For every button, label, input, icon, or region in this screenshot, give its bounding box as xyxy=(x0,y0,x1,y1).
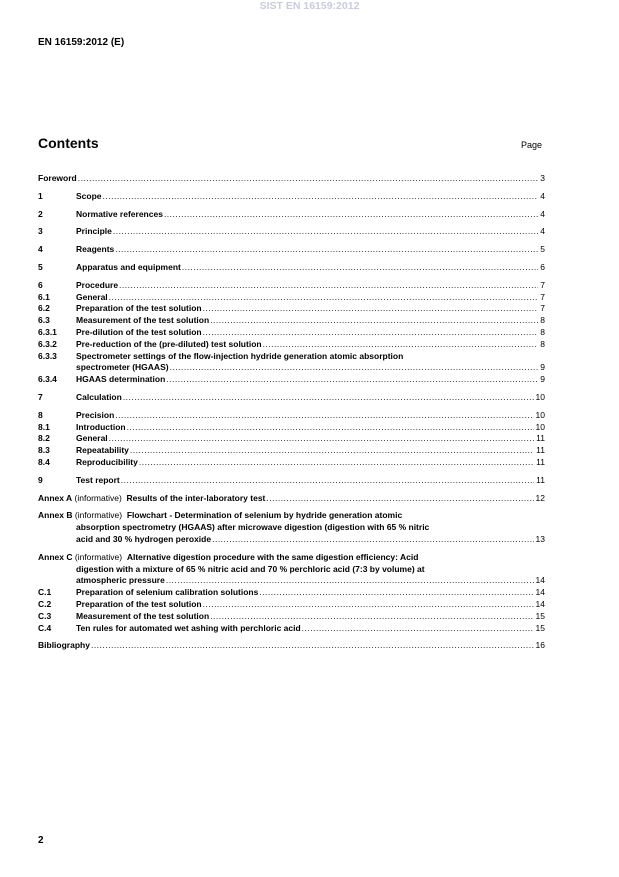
toc-entry-4[interactable] xyxy=(38,244,545,256)
toc-entry-6-3-3[interactable] xyxy=(38,351,545,375)
standard-code: EN 16159:2012 (E) xyxy=(38,37,125,48)
toc-title: Pre-reduction of the (pre-diluted) test solution xyxy=(76,338,262,349)
toc-page: 8 xyxy=(540,315,545,326)
toc-title: Test report xyxy=(76,474,120,485)
table-of-contents xyxy=(38,173,545,652)
leader-dots xyxy=(109,292,539,304)
toc-title: Normative references xyxy=(76,208,163,219)
toc-title: Measurement of the test solution xyxy=(76,315,210,326)
leader-dots xyxy=(119,280,538,292)
toc-title-line: spectrometer (HGAAS) xyxy=(76,362,169,373)
toc-entry-c-4[interactable] xyxy=(38,623,545,635)
toc-title-line: acid and 30 % hydrogen peroxide xyxy=(76,533,212,544)
toc-title: Preparation of the test solution xyxy=(76,303,202,314)
toc-number: 6.3.3 xyxy=(38,350,57,361)
annex-informative: (informative) xyxy=(74,551,123,562)
toc-title: Bibliography xyxy=(38,640,90,651)
leader-dots xyxy=(103,191,539,203)
toc-entry-6-3-4[interactable] xyxy=(38,374,545,386)
toc-entry-7[interactable] xyxy=(38,392,545,404)
toc-entry-8-4[interactable] xyxy=(38,457,545,469)
annex-informative: (informative) xyxy=(74,510,123,521)
toc-number: 8.3 xyxy=(38,445,50,456)
toc-title: Foreword xyxy=(38,173,77,183)
leader-dots xyxy=(139,457,534,469)
toc-entry-3[interactable] xyxy=(38,226,545,238)
leader-dots xyxy=(113,226,538,238)
leader-dots xyxy=(170,362,539,374)
toc-page: 3 xyxy=(540,173,545,183)
toc-page: 14 xyxy=(535,575,545,586)
leader-dots xyxy=(210,611,533,623)
toc-title-line: Spectrometer settings of the flow-injection hydride generation atomic absorption xyxy=(76,350,404,361)
toc-page: 10 xyxy=(535,421,545,432)
toc-number: 6.3.4 xyxy=(38,374,57,385)
leader-dots xyxy=(203,303,539,315)
toc-entry-6-3-1[interactable] xyxy=(38,327,545,339)
leader-dots xyxy=(212,534,533,546)
toc-number: 8.1 xyxy=(38,421,50,432)
toc-page: 13 xyxy=(535,533,545,544)
annex-label: Annex B xyxy=(38,510,73,521)
toc-title: Precision xyxy=(76,409,115,420)
leader-dots xyxy=(91,640,534,652)
watermark: SIST EN 16159:2012 xyxy=(259,0,360,12)
toc-number: 6.2 xyxy=(38,303,50,314)
toc-title: Scope xyxy=(76,190,102,201)
toc-entry-2[interactable] xyxy=(38,209,545,221)
toc-page: 10 xyxy=(535,391,545,402)
toc-entry-6-3-2[interactable] xyxy=(38,339,545,351)
toc-entry-6[interactable] xyxy=(38,280,545,292)
toc-title: Ten rules for automated wet ashing with perchloric acid xyxy=(76,622,301,633)
toc-entry-8[interactable] xyxy=(38,410,545,422)
toc-number: 8.2 xyxy=(38,433,50,444)
toc-title: Reproducibility xyxy=(76,456,138,467)
toc-number: 3 xyxy=(38,226,43,237)
toc-number: 6.3 xyxy=(38,315,50,326)
leader-dots xyxy=(109,433,535,445)
toc-entry-bibliography[interactable] xyxy=(38,640,545,652)
annex-label: Annex C xyxy=(38,551,73,562)
toc-entry-5[interactable] xyxy=(38,262,545,274)
toc-title: Preparation of the test solution xyxy=(76,598,202,609)
toc-page: 11 xyxy=(536,474,545,485)
toc-entry-c-3[interactable] xyxy=(38,611,545,623)
toc-number: 7 xyxy=(38,391,43,402)
toc-page: 11 xyxy=(536,445,545,456)
toc-title-line: Flowchart - Determination of selenium by hydride generation atomic xyxy=(126,510,403,521)
toc-page: 4 xyxy=(540,226,545,237)
leader-dots xyxy=(166,374,538,386)
leader-dots xyxy=(130,445,534,457)
toc-title-line: Alternative digestion procedure with the same digestion efficiency: Acid xyxy=(126,551,419,562)
toc-entry-annex-c[interactable] xyxy=(38,552,545,587)
toc-number: C.3 xyxy=(38,610,52,621)
leader-dots xyxy=(121,475,534,487)
leader-dots xyxy=(203,599,534,611)
toc-title: Introduction xyxy=(76,421,126,432)
toc-number: 4 xyxy=(38,244,43,255)
toc-title: Measurement of the test solution xyxy=(76,610,210,621)
toc-page: 7 xyxy=(540,291,545,302)
toc-entry-1[interactable] xyxy=(38,191,545,203)
annex-informative: (informative) xyxy=(74,492,122,503)
toc-number: 2 xyxy=(38,208,43,219)
leader-dots xyxy=(266,493,533,505)
toc-title: HGAAS determination xyxy=(76,374,166,385)
toc-title: General xyxy=(76,433,108,444)
toc-number: 6 xyxy=(38,279,43,290)
toc-page: 16 xyxy=(535,640,545,651)
toc-entry-c-2[interactable] xyxy=(38,599,545,611)
toc-entry-foreword[interactable] xyxy=(38,173,545,185)
toc-title-line: absorption spectrometry (HGAAS) after microwave digestion (digestion with 65 % nitric xyxy=(76,522,430,533)
toc-page: 14 xyxy=(535,598,545,609)
toc-number: 9 xyxy=(38,474,43,485)
toc-entry-annex-a[interactable] xyxy=(38,493,545,505)
toc-entry-6-3[interactable] xyxy=(38,315,545,327)
toc-page: 11 xyxy=(536,433,545,444)
toc-page: 9 xyxy=(540,374,545,385)
leader-dots xyxy=(203,327,539,339)
toc-entry-c-1[interactable] xyxy=(38,587,545,599)
page-title: Contents xyxy=(38,135,99,151)
toc-page: 7 xyxy=(540,279,545,290)
toc-number: 6.3.2 xyxy=(38,338,57,349)
toc-entry-8-3[interactable] xyxy=(38,445,545,457)
toc-title: Pre-dilution of the test solution xyxy=(76,326,202,337)
toc-entry-6-2[interactable] xyxy=(38,303,545,315)
toc-title: Apparatus and equipment xyxy=(76,261,181,272)
toc-entry-8-1[interactable] xyxy=(38,422,545,434)
toc-page: 7 xyxy=(540,303,545,314)
toc-number: 1 xyxy=(38,190,43,201)
toc-page: 6 xyxy=(540,261,545,272)
toc-page: 4 xyxy=(540,190,545,201)
toc-number: C.2 xyxy=(38,598,52,609)
leader-dots xyxy=(166,575,534,587)
toc-title: Reagents xyxy=(76,244,115,255)
toc-title: Calculation xyxy=(76,391,122,402)
toc-page: 15 xyxy=(535,610,545,621)
toc-title: Procedure xyxy=(76,279,119,290)
toc-number: C.1 xyxy=(38,587,52,598)
toc-number: 6.3.1 xyxy=(38,326,57,337)
page-number: 2 xyxy=(38,835,44,846)
toc-page: 11 xyxy=(536,456,545,467)
leader-dots xyxy=(78,173,539,185)
leader-dots xyxy=(115,410,533,422)
toc-page: 10 xyxy=(535,409,545,420)
leader-dots xyxy=(259,587,533,599)
leader-dots xyxy=(164,209,538,221)
toc-number: 5 xyxy=(38,261,43,272)
page-column-label: Page xyxy=(521,140,543,150)
leader-dots xyxy=(182,262,538,274)
toc-number: C.4 xyxy=(38,622,52,633)
annex-label: Annex A xyxy=(38,492,73,503)
toc-entry-annex-b[interactable] xyxy=(38,510,545,545)
toc-title-line: digestion with a mixture of 65 % nitric acid and 70 % perchloric acid (7:3 by volume) at xyxy=(76,563,425,574)
toc-page: 14 xyxy=(535,587,545,598)
leader-dots xyxy=(210,315,538,327)
toc-page: 15 xyxy=(535,622,545,633)
toc-number: 8.4 xyxy=(38,456,50,467)
toc-entry-9[interactable] xyxy=(38,475,545,487)
toc-page: 9 xyxy=(540,362,545,373)
toc-entry-6-1[interactable] xyxy=(38,292,545,304)
toc-number: 8 xyxy=(38,409,43,420)
toc-page: 5 xyxy=(540,244,545,255)
leader-dots xyxy=(263,339,539,351)
toc-title-line: atmospheric pressure xyxy=(76,575,165,586)
leader-dots xyxy=(123,392,534,404)
leader-dots xyxy=(302,623,534,635)
toc-page: 8 xyxy=(540,338,545,349)
toc-title: Preparation of selenium calibration solutions xyxy=(76,587,259,598)
toc-page: 12 xyxy=(535,492,545,503)
toc-title: Results of the inter-laboratory test xyxy=(126,492,266,503)
toc-entry-8-2[interactable] xyxy=(38,433,545,445)
toc-title: Principle xyxy=(76,226,112,237)
toc-number: 6.1 xyxy=(38,291,50,302)
toc-page: 4 xyxy=(540,208,545,219)
leader-dots xyxy=(115,244,538,256)
toc-page: 8 xyxy=(540,326,545,337)
toc-title: General xyxy=(76,291,108,302)
toc-title: Repeatability xyxy=(76,445,129,456)
leader-dots xyxy=(127,422,534,434)
